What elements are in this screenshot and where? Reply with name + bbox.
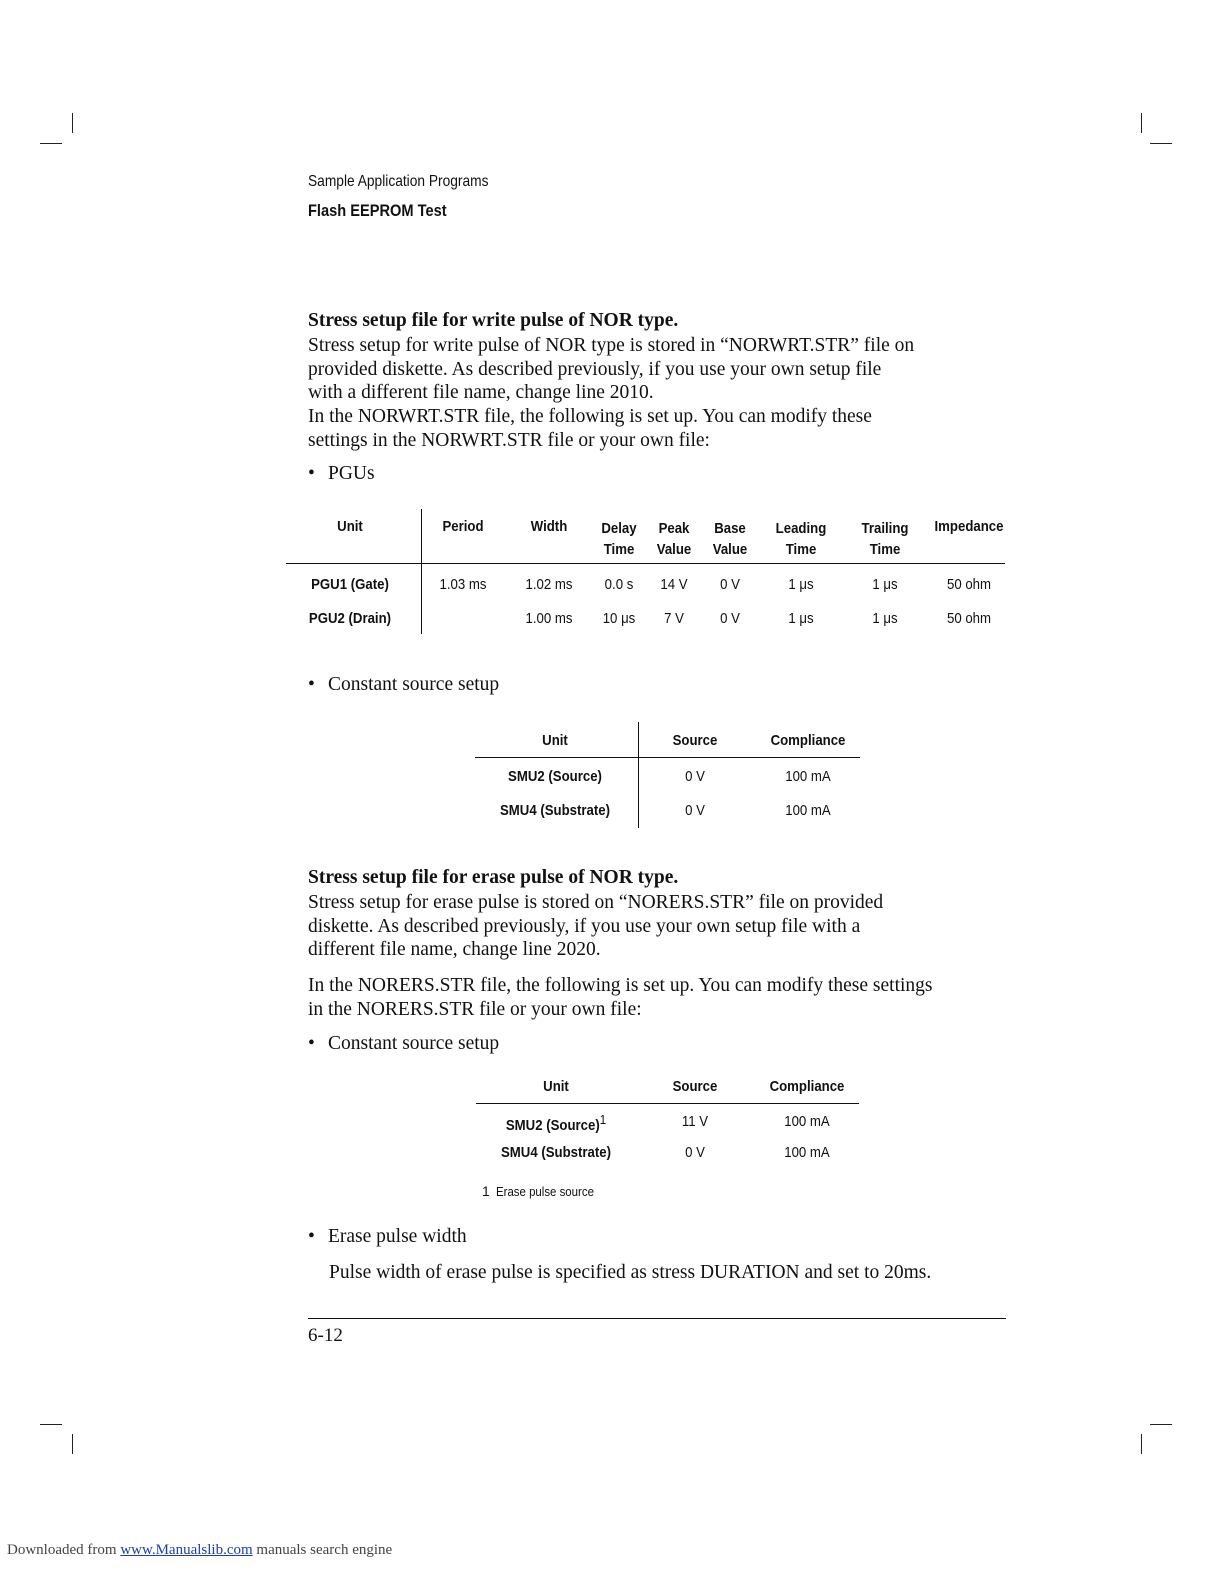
text-line: settings in the NORWRT.STR file or your own file:: [308, 429, 710, 451]
erase-const-row2-source: 0 V: [685, 1144, 705, 1161]
const-row1-compliance: 100 mA: [785, 768, 831, 785]
pgu-row1-unit: PGU1 (Gate): [311, 576, 389, 593]
erase-const-row1-compliance: 100 mA: [784, 1113, 830, 1130]
pgu-row2-base: 0 V: [720, 610, 740, 627]
pgu-row2-delay: 10 μs: [602, 610, 636, 627]
text-line: In the NORWRT.STR file, the following is set up. You can modify these: [308, 406, 872, 427]
pgu-header-period: Period: [442, 518, 484, 535]
table-header-rule: [286, 563, 1005, 564]
pgu-row1-trailing: 1 μs: [872, 576, 898, 593]
footnote-marker: 1: [599, 1112, 607, 1127]
pgu-row1-delay: 0.0 s: [604, 576, 634, 593]
pgu-row1-width: 1.02 ms: [525, 576, 573, 593]
crop-mark: [72, 113, 73, 133]
const-row2-source: 0 V: [685, 802, 705, 819]
pgu-header-peak-value: Peak Value: [656, 520, 692, 558]
pgu-header-delay-time: Delay Time: [601, 520, 637, 558]
erase-const-row1-source: 11 V: [681, 1113, 709, 1130]
erase-const-header-source: Source: [672, 1078, 718, 1095]
manualslib-link[interactable]: www.Manualslib.com: [120, 1542, 253, 1558]
crop-mark: [72, 1434, 73, 1454]
pgu-row1-peak: 14 V: [660, 576, 688, 593]
text-line: provided diskette. As described previously, if you use your own setup file: [308, 358, 882, 380]
const-row2-unit: SMU4 (Substrate): [499, 802, 611, 819]
bullet-pgus: [308, 463, 375, 485]
bullet-icon: •: [308, 1226, 315, 1247]
pgu-row1-base: 0 V: [720, 576, 740, 593]
write-section-paragraph-2: [308, 405, 872, 452]
erase-section-paragraph-1: [308, 891, 883, 962]
text-line: in the NORERS.STR file or your own file:: [308, 998, 642, 1020]
text-line: In the NORERS.STR file, the following is set up. You can modify these settings: [308, 975, 933, 996]
crop-mark: [1150, 1424, 1172, 1425]
bullet-label: Erase pulse width: [328, 1226, 467, 1247]
bullet-label: PGUs: [328, 463, 375, 484]
erase-const-header-unit: Unit: [543, 1078, 569, 1095]
pgu-header-base-value: Base Value: [712, 520, 748, 558]
footer-rule: [308, 1318, 1006, 1319]
pgu-row1-period: 1.03 ms: [439, 576, 487, 593]
text-line: Stress setup for write pulse of NOR type is stored in “NORWRT.STR” file on: [308, 335, 915, 356]
crop-mark: [40, 143, 62, 144]
text-line: with a different file name, change line 2010.: [308, 382, 654, 403]
erase-const-header-compliance: Compliance: [769, 1078, 845, 1095]
pgu-row2-unit: PGU2 (Drain): [308, 610, 392, 627]
running-header-chapter: Sample Application Programs: [308, 173, 489, 190]
page-number: 6-12: [308, 1325, 343, 1346]
text-line: diskette. As described previously, if you use your own setup file with a: [308, 915, 861, 937]
crop-mark: [1150, 143, 1172, 144]
pgu-row2-width: 1.00 ms: [525, 610, 573, 627]
table-column-divider: [638, 722, 639, 828]
table-header-rule: [475, 757, 860, 758]
bullet-constant-source-erase: [308, 1033, 499, 1055]
pgu-header-impedance: Impedance: [934, 518, 1004, 535]
const-header-source: Source: [672, 732, 718, 749]
write-section-heading: Stress setup file for write pulse of NOR type.: [308, 310, 679, 331]
const-header-compliance: Compliance: [770, 732, 846, 749]
const-row1-unit: SMU2 (Source): [508, 768, 602, 785]
bullet-label: Constant source setup: [328, 674, 500, 695]
table-footnote: [482, 1183, 607, 1199]
text-line: different file name, change line 2020.: [308, 939, 601, 960]
pgu-header-width: Width: [530, 518, 568, 535]
erase-section-heading: Stress setup file for erase pulse of NOR type.: [308, 867, 679, 888]
crop-mark: [1141, 1434, 1142, 1454]
const-row1-source: 0 V: [685, 768, 705, 785]
erase-const-row2-unit: SMU4 (Substrate): [500, 1144, 612, 1161]
footnote-text: Erase pulse source: [495, 1184, 594, 1199]
download-credit: [7, 1542, 392, 1559]
table-header-rule: [476, 1103, 859, 1104]
text-line: Stress setup for erase pulse is stored on “NORERS.STR” file on provided: [308, 892, 884, 913]
running-header-section: Flash EEPROM Test: [308, 201, 447, 220]
pgu-header-unit: Unit: [337, 518, 363, 535]
pgu-row2-trailing: 1 μs: [872, 610, 898, 627]
erase-const-row2-compliance: 100 mA: [784, 1144, 830, 1161]
const-row2-compliance: 100 mA: [785, 802, 831, 819]
crop-mark: [1141, 113, 1142, 133]
pgu-header-leading-time: Leading Time: [775, 520, 827, 558]
table-column-divider: [421, 509, 422, 634]
bullet-constant-source-write: [308, 674, 499, 696]
pgu-row1-leading: 1 μs: [788, 576, 814, 593]
pgu-row2-impedance: 50 ohm: [946, 610, 992, 627]
pgu-header-trailing-time: Trailing Time: [861, 520, 909, 558]
pgu-row2-peak: 7 V: [664, 610, 684, 627]
erase-pulse-width-text: Pulse width of erase pulse is specified as stress DURATION and set to 20ms.: [329, 1262, 932, 1283]
download-prefix: Downloaded from: [7, 1542, 121, 1558]
bullet-icon: •: [308, 463, 315, 484]
write-section-paragraph-1: [308, 334, 914, 405]
bullet-icon: •: [308, 1033, 315, 1054]
crop-mark: [40, 1424, 62, 1425]
footnote-number: 1: [482, 1183, 490, 1199]
bullet-erase-pulse-width: [308, 1226, 467, 1248]
erase-section-paragraph-2: [308, 974, 933, 1021]
pgu-row1-impedance: 50 ohm: [946, 576, 992, 593]
bullet-icon: •: [308, 674, 315, 695]
const-header-unit: Unit: [542, 732, 568, 749]
erase-const-row1-unit: SMU2 (Source)$^1$: [505, 1112, 607, 1134]
download-suffix: manuals search engine: [252, 1542, 393, 1558]
bullet-label: Constant source setup: [328, 1033, 500, 1054]
pgu-row2-leading: 1 μs: [788, 610, 814, 627]
